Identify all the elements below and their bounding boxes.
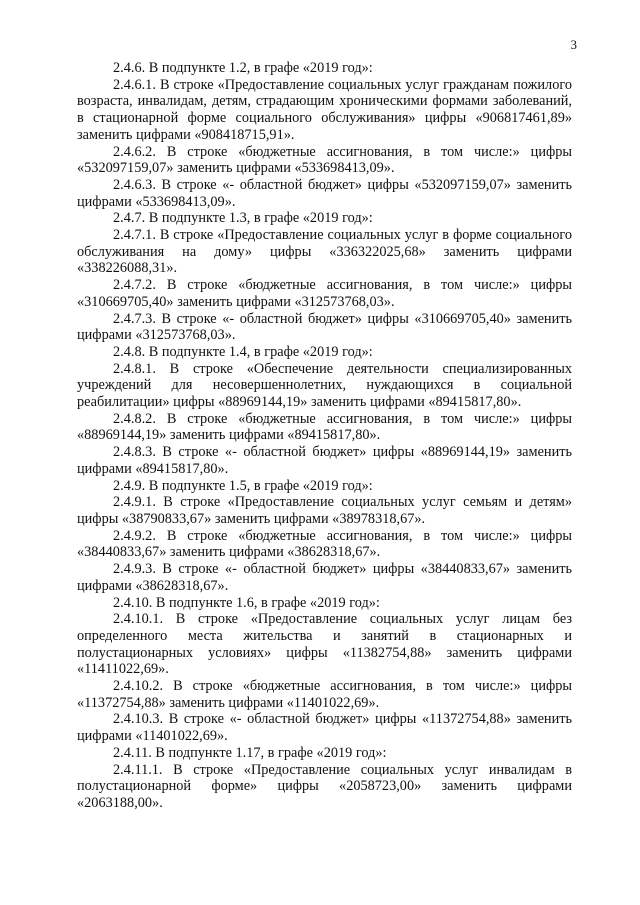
paragraph-2-4-10-2: 2.4.10.2. В строке «бюджетные ассигнования, в том числе:» цифры «11372754,88» заменить цифрами «11401022,69». [77, 678, 572, 711]
paragraph-2-4-10: 2.4.10. В подпункте 1.6, в графе «2019 год»: [113, 594, 380, 611]
paragraph-2-4-7-1: 2.4.7.1. В строке «Предоставление социальных услуг в форме социального обслуживания на дому» цифры «336322025,68» заменить цифрами «338226088,31». [77, 227, 572, 277]
paragraph-2-4-8-2: 2.4.8.2. В строке «бюджетные ассигнования, в том числе:» цифры «88969144,19» заменить цифрами «89415817,80». [77, 410, 572, 444]
document-body [77, 60, 572, 812]
paragraph-2-4-9-2: 2.4.9.2. В строке «бюджетные ассигнования, в том числе:» цифры «38440833,67» заменить цифрами «38628318,67». [77, 527, 572, 561]
paragraph-2-4-6-2: 2.4.6.2. В строке «бюджетные ассигнования, в том числе:» цифры «532097159,07» заменить цифрами «533698413,09». [77, 143, 572, 177]
paragraph-2-4-9-3: 2.4.9.3. В строке «- областной бюджет» цифры «38440833,67» заменить цифрами «38628318,67». [77, 561, 572, 594]
paragraph-2-4-11-1: 2.4.11.1. В строке «Предоставление социальных услуг инвалидам в полустационарной форме» цифры «2058723,00» заменить цифрами «2063188,00». [77, 761, 572, 811]
paragraph-2-4-11: 2.4.11. В подпункте 1.17, в графе «2019 год»: [113, 744, 387, 761]
paragraph-2-4-6: 2.4.6. В подпункте 1.2, в графе «2019 год»: [113, 60, 373, 76]
paragraph-2-4-6-1: 2.4.6.1. В строке «Предоставление социальных услуг гражданам пожилого возраста, инвалидам, детям, страдающим хроническими формами заболеваний, в стационарной форме социального обслуживания» цифры «906817461,89» заменить цифрами «908418715,91». [77, 76, 572, 143]
paragraph-2-4-8: 2.4.8. В подпункте 1.4, в графе «2019 год»: [113, 343, 373, 360]
paragraph-2-4-10-1: 2.4.10.1. В строке «Предоставление социальных услуг лицам без определенного места жительства и занятий в стационарных и полустационарных условиях» цифры «11382754,88» заменить цифрами «11411022,69». [77, 611, 572, 678]
paragraph-2-4-7-2: 2.4.7.2. В строке «бюджетные ассигнования, в том числе:» цифры «310669705,40» заменить цифрами «312573768,03». [77, 277, 572, 310]
paragraph-2-4-8-1: 2.4.8.1. В строке «Обеспечение деятельности специализированных учреждений для несовершеннолетних, нуждающихся в социальной реабилитации» цифры «88969144,19» заменить цифрами «89415817,80». [77, 360, 572, 411]
paragraph-2-4-9: 2.4.9. В подпункте 1.5, в графе «2019 год»: [113, 477, 373, 494]
paragraph-2-4-6-3: 2.4.6.3. В строке «- областной бюджет» цифры «532097159,07» заменить цифрами «533698413,09». [77, 176, 572, 210]
paragraph-2-4-7-3: 2.4.7.3. В строке «- областной бюджет» цифры «310669705,40» заменить цифрами «312573768,03». [77, 310, 572, 344]
paragraph-2-4-9-1: 2.4.9.1. В строке «Предоставление социальных услуг семьям и детям» цифры «38790833,67» заменить цифрами «38978318,67». [77, 494, 572, 527]
paragraph-2-4-10-3: 2.4.10.3. В строке «- областной бюджет» цифры «11372754,88» заменить цифрами «11401022,69». [77, 711, 572, 745]
paragraph-2-4-8-3: 2.4.8.3. В строке «- областной бюджет» цифры «88969144,19» заменить цифрами «89415817,80». [77, 444, 572, 477]
paragraph-2-4-7: 2.4.7. В подпункте 1.3, в графе «2019 год»: [113, 210, 373, 227]
page-number: 3 [570, 37, 577, 52]
